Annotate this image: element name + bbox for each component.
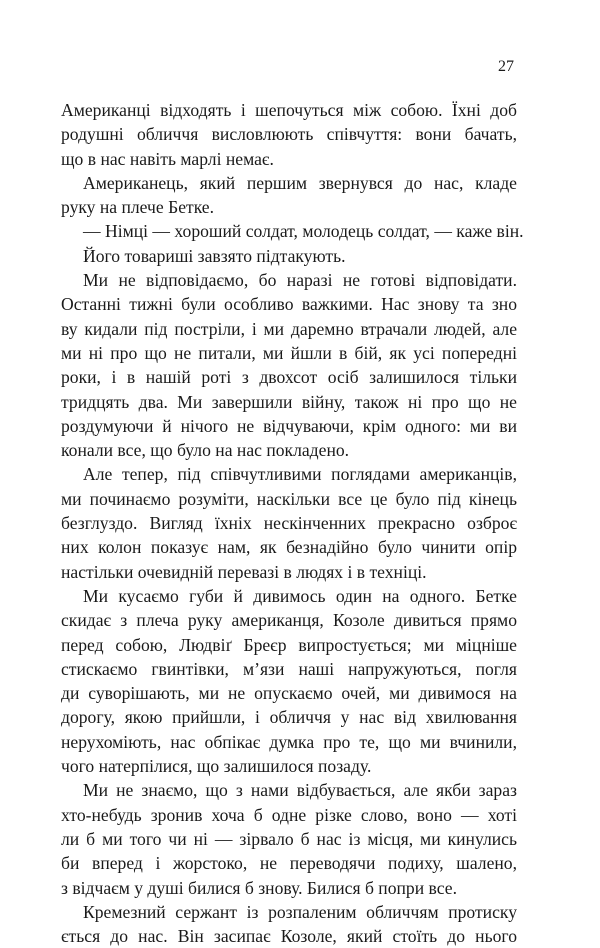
text-line: би вперед і жорстоко, не переводячи подиху, шалено, <box>61 853 517 874</box>
text-line: ди суворішають, ми не опускаємо очей, ми дивимося на <box>61 683 517 704</box>
text-line: стискаємо гвинтівки, м’язи наші напружуються, погля <box>61 658 517 679</box>
text-line: Але тепер, під співчутливими поглядами американців, <box>83 464 517 485</box>
text-line: Ми не знаємо, що з нами відбувається, але якби зараз <box>83 780 517 801</box>
text-line: Останні тижні були особливо важкими. Нас знову та зно <box>61 294 517 315</box>
text-line: тридцять два. Ми завершили війну, також ні про що не <box>61 391 517 412</box>
text-line: Американці відходять і шепочуться між собою. Їхні доб <box>61 100 517 120</box>
text-line: настільки очевидній перевазі в людях і в техніці. <box>61 561 427 582</box>
text-line: родушні обличчя висловлюють співчуття: вони бачать, <box>61 124 517 145</box>
text-line: ми починаємо розуміти, наскільки все це було під кінець <box>61 488 517 509</box>
page-number: 27 <box>498 58 514 75</box>
text-line: скидає з плеча руку американця, Козоле дивиться прямо <box>61 610 517 631</box>
text-line: нерухоміють, нас обпікає думка про те, що ми вчинили, <box>61 731 517 752</box>
text-line: ли б ми того чи ні — зірвало б нас із місця, ми кинулись <box>61 828 517 849</box>
text-line: Американець, який першим звернувся до нас, кладе <box>83 172 517 193</box>
text-line: Ми не відповідаємо, бо наразі не готові відповідати. <box>83 270 517 291</box>
text-line: роки, і в нашій роті з двохсот осіб залишилося тільки <box>61 367 517 388</box>
text-line: Кремезний сержант із розпаленим обличчям протиску <box>83 901 517 922</box>
text-line: ми ні про що не питали, ми йшли в бій, як усі попередні <box>61 342 517 363</box>
text-line: ється до нас. Він засипає Козоле, який стоїть до нього <box>61 926 517 947</box>
text-line: ву кидали під постріли, і ми даремно втрачали людей, але <box>61 318 517 339</box>
text-line: з відчаєм у душі билися б знову. Билися б попри все. <box>61 877 457 898</box>
text-line: Його товариші завзято підтакують. <box>83 245 346 266</box>
text-line: Ми кусаємо губи й дивимось один на одного. Бетке <box>83 585 517 606</box>
text-line: руку на плече Бетке. <box>61 197 215 218</box>
text-line: дорогу, якою прийшли, і обличчя у нас від хвилювання <box>61 707 517 728</box>
text-line: перед собою, Людвіґ Бреєр випростується; ми міцніше <box>61 634 517 655</box>
text-line: конали все, що було на нас покладено. <box>61 440 350 461</box>
text-line: них колон показує нам, як безнадійно було чинити опір <box>61 537 517 558</box>
text-line: чого натерпілися, що залишилося позаду. <box>61 756 372 777</box>
text-line: роздумуючи й нічого не відчуваючи, крім одного: ми ви <box>61 415 517 436</box>
text-line: хто-небудь зронив хоча б одне різке слово, воно — хоті <box>61 804 517 825</box>
text-line: безглуздо. Вигляд їхніх нескінченних прекрасно озброє <box>61 513 517 534</box>
text-line: — Німці — хороший солдат, молодець солдат, — каже він. <box>83 221 524 242</box>
body-text <box>61 98 524 948</box>
text-line: що в нас навіть марлі немає. <box>61 148 274 169</box>
